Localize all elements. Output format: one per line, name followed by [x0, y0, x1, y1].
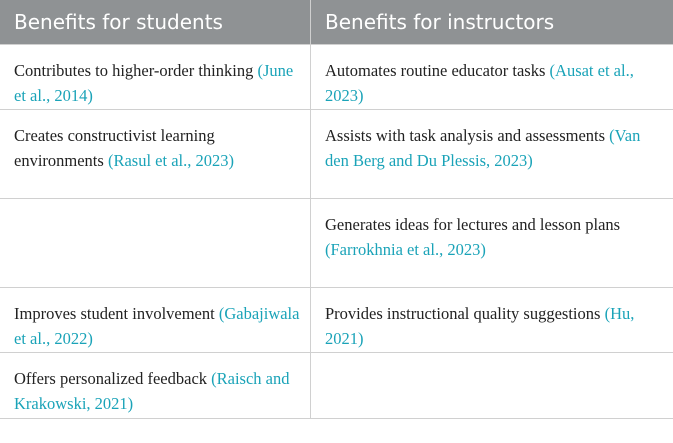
header-students: Benefits for students [0, 0, 311, 44]
cell-text: Assists with task analysis and assessments [325, 126, 610, 145]
cell-text: Improves student involvement [14, 304, 219, 323]
table-row [0, 288, 673, 353]
cell-text: Generates ideas for lectures and lesson plans [325, 215, 621, 234]
cell-text: Creates constructivist learning environments [14, 126, 215, 170]
citation-link[interactable]: (Rasul et al., 2023) [107, 151, 234, 170]
citation-link[interactable]: (Gabajiwala et al., 2022) [14, 304, 300, 348]
cell-text: Automates routine educator tasks [325, 61, 550, 80]
cell-text: Offers personalized feedback [14, 369, 212, 388]
table-row [0, 110, 673, 199]
citation-link[interactable]: (Ausat et al., 2023) [325, 61, 634, 105]
cell-instructors [311, 45, 673, 109]
header-instructors: Benefits for instructors [325, 10, 555, 34]
table-row [0, 353, 673, 419]
citation-link[interactable]: (Raisch and Krakowski, 2021) [14, 369, 290, 413]
cell-instructors [311, 353, 673, 418]
cell-students [0, 45, 311, 109]
citation-link[interactable]: (Hu, 2021) [325, 304, 635, 348]
cell-text: Provides instructional quality suggestions [325, 304, 605, 323]
cell-students [0, 110, 311, 198]
table-row [0, 199, 673, 288]
table-header [0, 0, 673, 45]
cell-students [0, 288, 311, 352]
citation-link[interactable]: (Van den Berg and Du Plessis, 2023) [325, 126, 641, 170]
citation-link[interactable]: (Farrokhnia et al., 2023) [325, 240, 486, 259]
cell-instructors [311, 199, 673, 287]
cell-text: Contributes to higher-order thinking [14, 61, 258, 80]
cell-instructors [311, 288, 673, 352]
cell-instructors [311, 110, 673, 198]
cell-students [0, 199, 311, 287]
cell-students [0, 353, 311, 418]
table-row [0, 45, 673, 110]
citation-link[interactable]: (June et al., 2014) [14, 61, 294, 105]
